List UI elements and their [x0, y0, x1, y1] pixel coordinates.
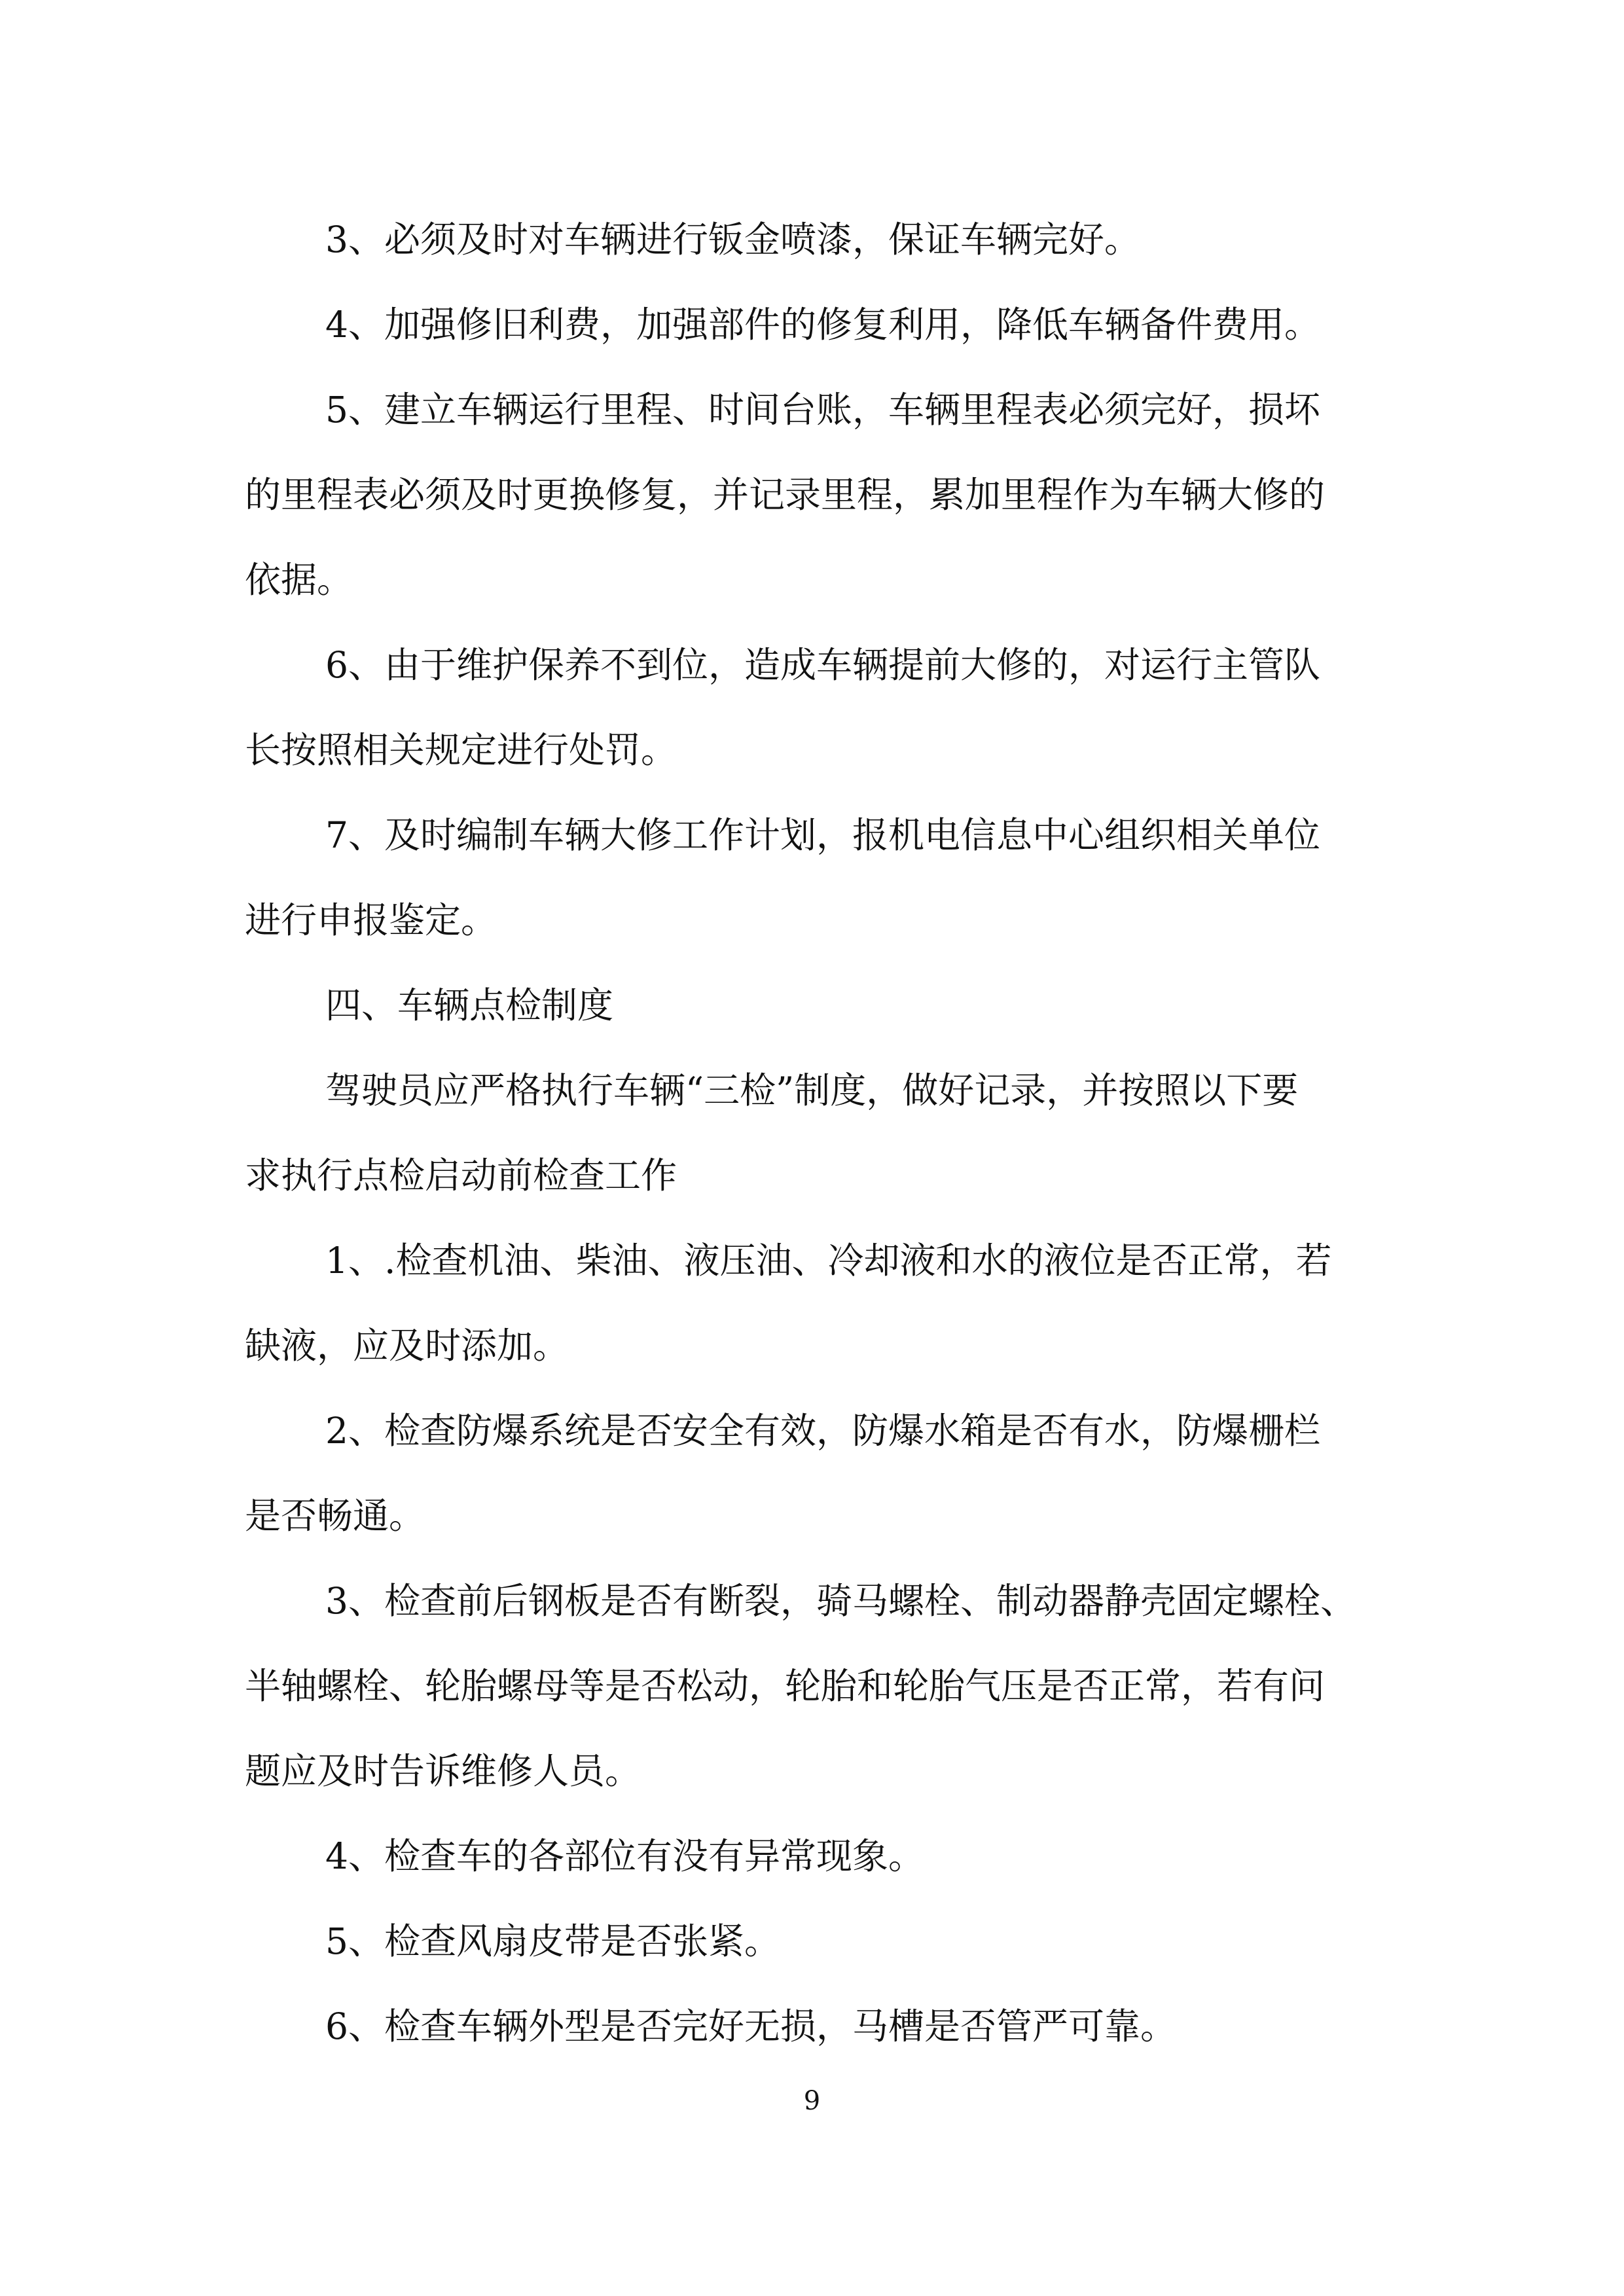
- text-line: 4、加强修旧利费，加强部件的修复利用，降低车辆备件费用。: [325, 304, 1320, 346]
- text-line: 题应及时告诉维修人员。: [245, 1750, 641, 1792]
- text-line: 2、检查防爆系统是否安全有效，防爆水箱是否有水，防爆栅栏: [325, 1410, 1320, 1452]
- text-line: 3、检查前后钢板是否有断裂，骑马螺栓、制动器静壳固定螺栓、: [325, 1580, 1356, 1622]
- text-line: 3、必须及时对车辆进行钣金喷漆，保证车辆完好。: [325, 219, 1140, 260]
- text-line: 缺液，应及时添加。: [245, 1325, 569, 1367]
- text-line: 求执行点检启动前检查工作: [245, 1155, 677, 1196]
- text-line: 5、建立车辆运行里程、时间台账，车辆里程表必须完好，损坏: [325, 389, 1320, 431]
- text-line: 7、及时编制车辆大修工作计划，报机电信息中心组织相关单位: [325, 814, 1320, 856]
- text-line: 半轴螺栓、轮胎螺母等是否松动，轮胎和轮胎气压是否正常，若有问: [245, 1665, 1326, 1707]
- text-line: 1、.检查机油、柴油、液压油、冷却液和水的液位是否正常，若: [325, 1240, 1332, 1282]
- text-line: 驾驶员应严格执行车辆“三检”制度，做好记录，并按照以下要: [325, 1069, 1299, 1111]
- text-line: 的里程表必须及时更换修复，并记录里程，累加里程作为车辆大修的: [245, 474, 1326, 516]
- text-line: 4、检查车的各部位有没有异常现象。: [325, 1835, 924, 1877]
- text-line: 进行申报鉴定。: [245, 899, 497, 941]
- text-line: 6、检查车辆外型是否完好无损，马槽是否管严可靠。: [325, 2005, 1176, 2047]
- text-line: 5、检查风扇皮带是否张紧。: [325, 1920, 780, 1962]
- text-line: 是否畅通。: [245, 1495, 425, 1537]
- page-number: 9: [803, 2086, 821, 2116]
- text-line: 6、由于维护保养不到位，造成车辆提前大修的，对运行主管队: [325, 644, 1320, 686]
- section-heading: 四、车辆点检制度: [325, 984, 614, 1026]
- text-line: 依据。: [245, 559, 353, 601]
- text-line: 长按照相关规定进行处罚。: [245, 729, 677, 771]
